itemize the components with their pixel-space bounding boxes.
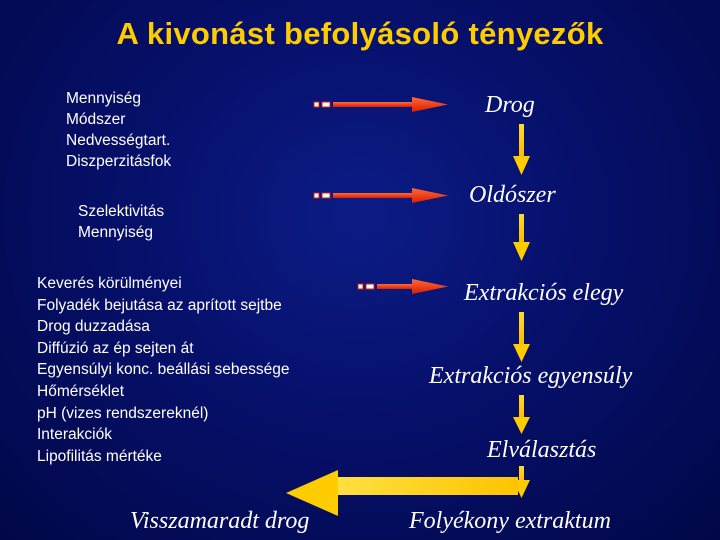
- factor-item: Keverés körülményei: [37, 275, 182, 292]
- factor-item: Folyadék bejutása az aprított sejtbe: [37, 296, 282, 314]
- down-arrow-icon: [513, 395, 530, 434]
- right-arrow-icon: [314, 97, 448, 112]
- factor-item: Egyensúlyi konc. beállási sebessége: [37, 361, 290, 379]
- factor-item: Mennyiség: [66, 90, 141, 107]
- slide-title: A kivonást befolyásoló tényezők: [116, 16, 604, 51]
- flow-node-visszamaradt-drog: Visszamaradt drog: [130, 508, 310, 534]
- flow-node-extrakcios-elegy: Extrakciós elegy: [464, 280, 624, 306]
- flow-node-oldoszer: Oldószer: [469, 182, 556, 208]
- factor-item: Diszperzitásfok: [66, 153, 172, 170]
- factor-item: pH (vizes rendszereknél): [37, 404, 209, 422]
- down-arrow-icon: [513, 312, 530, 362]
- right-arrow-icon: [358, 279, 448, 294]
- flow-node-extrakcios-egyensuly: Extrakciós egyensúly: [429, 363, 633, 389]
- flow-node-folyekony-extraktum: Folyékony extraktum: [409, 508, 611, 534]
- right-arrow-icon: [314, 188, 448, 203]
- factor-item: Drog duzzadása: [37, 318, 150, 336]
- flow-node-drog: Drog: [485, 92, 535, 118]
- factor-item: Interakciók: [37, 426, 112, 444]
- factor-item: Nedvességtart.: [66, 132, 171, 149]
- factor-item: Szelektivitás: [78, 203, 165, 220]
- down-arrow-icon: [513, 214, 530, 261]
- factor-item: Diffúzió az ép sejten át: [37, 339, 194, 357]
- factor-item: Módszer: [66, 111, 126, 128]
- flow-node-elvalasztas: Elválasztás: [487, 437, 597, 463]
- factor-item: Mennyiség: [78, 224, 153, 241]
- factor-item: Lipofilitás mértéke: [37, 447, 162, 465]
- factor-item: Hőmérséklet: [37, 382, 124, 400]
- down-arrow-icon: [513, 124, 530, 175]
